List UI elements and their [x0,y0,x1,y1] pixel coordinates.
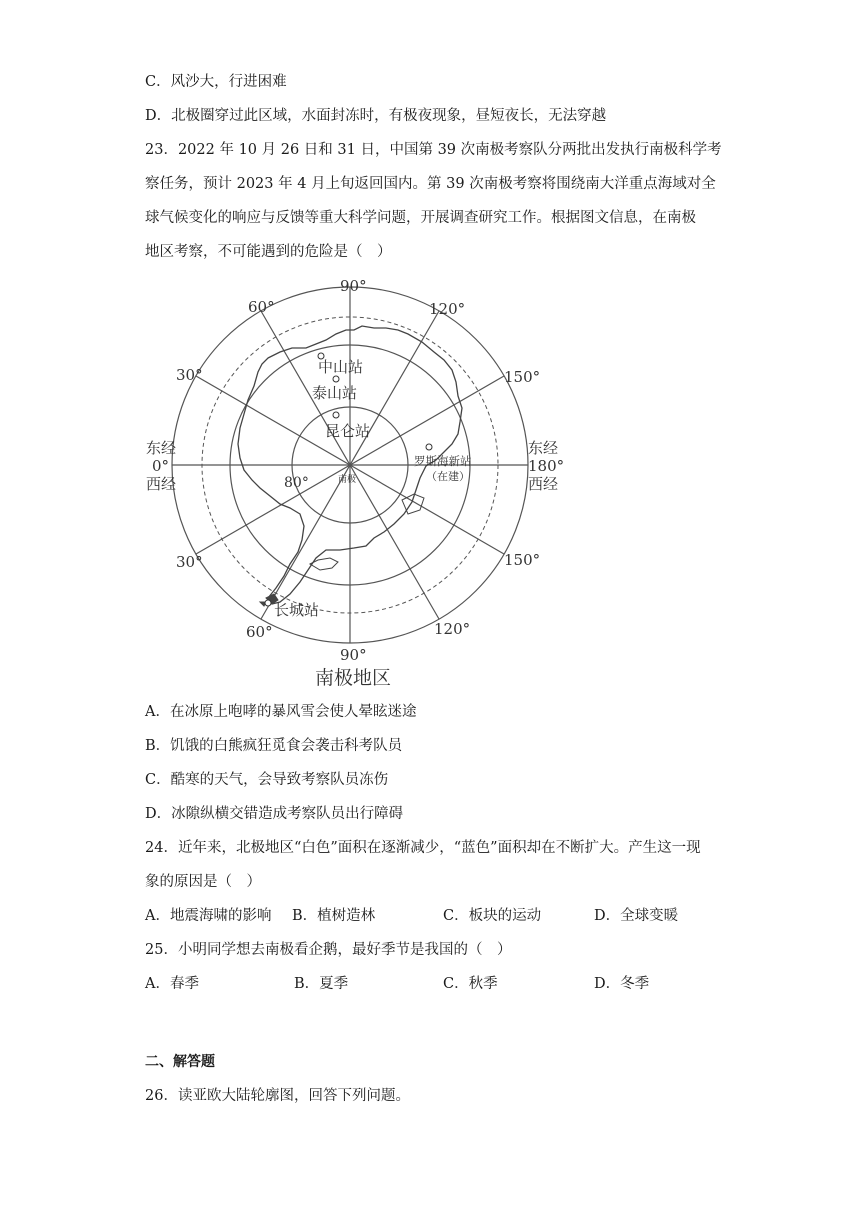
kunlun-station-label: 昆仑站 [325,422,371,440]
latitude-80-label: 80° [284,475,309,491]
q23-stem-line-2: 察任务，预计 2023 年 4 月上旬返回国内。第 39 次南极考察将围绕南大洋重点海域对全 [145,176,716,192]
q24-stem-line-1: 24．近年来，北极地区“白色”面积在逐渐减少，“蓝色”面积却在不断扩大。产生这一现 [145,840,701,856]
antarctica-map [140,268,580,696]
degree-180-label: 180° [528,457,565,475]
prev-option-d: D．北极圈穿过此区域，水面封冻时，有极夜现象，昼短夜长，无法穿越 [145,108,607,124]
lon-label-left-upper-30: 30° [176,366,203,384]
lon-label-left-lower-30: 30° [176,553,203,571]
q25-stem: 25．小明同学想去南极看企鹅，最好季节是我国的（ ） [145,942,512,958]
map-caption: 南极地区 [315,667,392,689]
q24-option-c: C．板块的运动 [443,908,542,924]
lon-label-right-lower-150: 150° [504,551,541,569]
q24-stem-line-2: 象的原因是（ ） [145,874,261,890]
taishan-station-label: 泰山站 [312,384,358,402]
q23-option-a: A．在冰原上咆哮的暴风雪会使人晕眩迷途 [145,704,417,720]
lon-label-bottom-90: 90° [340,646,367,664]
q23-option-d: D．冰隙纵横交错造成考察队员出行障碍 [145,806,404,822]
q23-stem-line-4: 地区考察，不可能遇到的危险是（ ） [145,244,392,260]
great-wall-station-marker [265,600,271,606]
lon-label-top-90: 90° [340,277,367,295]
west-longitude-label-right: 西经 [528,475,559,493]
q24-option-b: B．植树造林 [292,908,376,924]
east-longitude-label-right: 东经 [528,439,559,457]
lon-label-top-right-120: 120° [429,300,466,318]
zero-degree-label: 0° [152,457,170,475]
kunlun-station-marker [333,412,339,418]
q25-option-d: D．冬季 [594,976,650,992]
west-longitude-label-left: 西经 [146,475,177,493]
ross-sea-station-status: （在建） [426,470,470,483]
east-longitude-label-left: 东经 [146,439,177,457]
q23-stem-line-3: 球气候变化的响应与反馈等重大科学问题，开展调查研究工作。根据图文信息，在南极 [145,210,696,226]
lon-label-right-upper-150: 150° [504,368,541,386]
zhongshan-station-label: 中山站 [318,358,364,376]
q25-option-a: A．春季 [145,976,199,992]
taishan-station-marker [333,376,339,382]
south-pole-label: 南极 [338,475,357,485]
ross-sea-station-marker [426,444,432,450]
q25-option-c: C．秋季 [443,976,498,992]
q26-stem: 26．读亚欧大陆轮廓图，回答下列问题。 [145,1088,410,1104]
section-heading: 二、解答题 [145,1054,215,1070]
q23-option-c: C．酷寒的天气，会导致考察队员冻伤 [145,772,389,788]
q24-option-a: A．地震海啸的影响 [145,908,272,924]
lon-label-bottom-left-60: 60° [246,623,273,641]
ross-sea-station-label: 罗斯海新站 [414,454,472,468]
prev-option-c: C．风沙大，行进困难 [145,74,287,90]
q23-option-b: B．饥饿的白熊疯狂觅食会袭击科考队员 [145,738,403,754]
q23-stem-line-1: 23．2022 年 10 月 26 日和 31 日，中国第 39 次南极考察队分两批出发执行南极科学考 [145,142,722,158]
great-wall-station-label: 长城站 [274,601,320,619]
lon-label-bottom-right-120: 120° [434,620,471,638]
lon-label-top-left-60: 60° [248,298,275,316]
q24-option-d: D．全球变暖 [594,908,679,924]
q25-option-b: B．夏季 [294,976,349,992]
